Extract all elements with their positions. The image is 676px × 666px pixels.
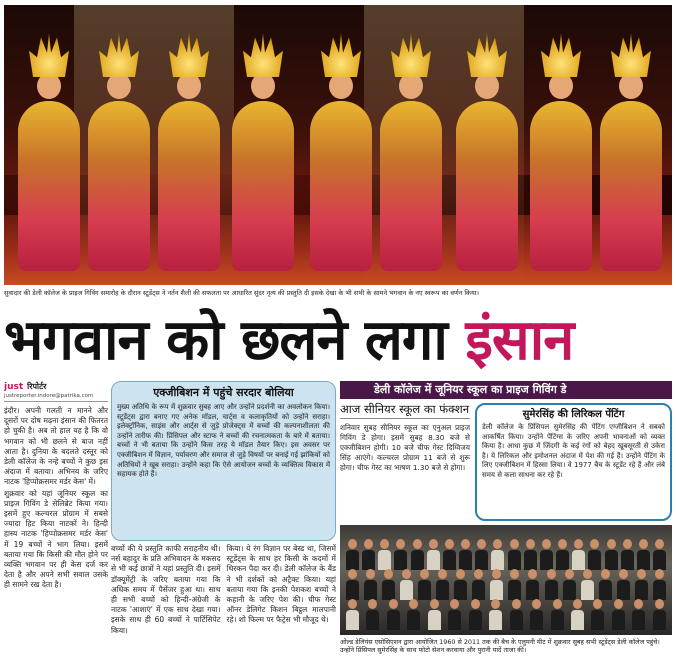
page-headline xyxy=(4,305,672,377)
story-continuation xyxy=(111,544,336,636)
dancer-figure xyxy=(456,33,518,271)
dancer-figure xyxy=(600,33,662,271)
right-row xyxy=(340,403,672,521)
story-body xyxy=(4,406,108,591)
story-paragraph: शुक्रवार को यहां जूनियर स्कूल का प्राइज गिविंग डे सेलिब्रेट किया गया। इसमें हुए कल्चरल प्रोग्राम में सबसे ज्यादा हिट किया नाटकों ने। हिन्दी हास्य नाटक 'हिप्पोक्रसमर मर्डर केस' में 19 बच्चों ने भाग लिया। इसमें बताया गया कि किसी की मौत होने पर व्यक्ति भगवान पर ही केस दर्ज कर देता है और अपने सभी सवाल उसके ही सामने रख देता है। xyxy=(4,488,108,590)
reporter-email: justreporter.indore@patrika.com xyxy=(4,393,108,402)
lyrical-painting-heading: सुमेरसिंह की लिरिकल पेंटिंग xyxy=(522,409,625,420)
photo-row xyxy=(346,569,666,600)
alumni-group-photo xyxy=(340,525,672,635)
photo-row xyxy=(346,599,666,630)
lyrical-painting-box xyxy=(475,403,672,521)
byline-brand: just xyxy=(4,382,24,392)
dancer-figure xyxy=(18,33,80,271)
byline-reporter: रिपोर्टर xyxy=(27,382,47,391)
lyrical-painting-text: डेली कॉलेज के प्रिंसिपल सुमेरसिंह की पेंटिंग एग्जीबिशन ने सबको आकर्षित किया। उन्होंने पेंटिंग्स के जरिए अपनी भावनाओं को व्यक्त किया है। आधा कुछ में जिंदगी के कई रंगों को बेहद खूबसूरती से उकेरा है। ये लिरिकल और इमोशनल अंदाज में पेश की गई हैं। उन्होंने पेंटिंग के लिए एक्जीबिशन में हिस्सा लिया। वे 1977 बैच के स्टूडेंट रहे हैं और लंबे समय से कला साधना कर रहे हैं। xyxy=(482,423,665,479)
group-photo-caption: ओल्ड डेलियंस एसोसिएशन द्वारा आयोजित 1960 से 2011 तक की बैच के एलुमनी मीट में शुक्रवार सुबह सभी स्टूडेंट्स डेली कॉलेज पहुंचे। उन्होंने प्रिंसिपल सुमेरसिंह के साथ फोटो सेशन करवाया और पुरानी यादें ताजा कीं। xyxy=(340,638,660,655)
photo-caption: सुवादार की डेली कॉलेज के प्राइज गिविंग समारोह के दौरान स्टूडेंट्स ने नर्तन शैली की सफलता पर आधारित सुंदर नृत्य की प्रस्तुति दी इसके देखा के भी सभी के सामने भगवान के नए स्वरूप का वर्णन किया। xyxy=(4,289,479,297)
byline xyxy=(4,381,108,393)
prize-giving-section xyxy=(340,381,672,663)
section-banner: डेली कॉलेज में जूनियर स्कूल का प्राइज गिविंग डे xyxy=(340,381,672,399)
exhibition-column xyxy=(111,381,336,663)
exhibition-box xyxy=(111,381,336,541)
senior-school-heading: आज सीनियर स्कूल का फंक्शन xyxy=(340,403,470,419)
headline-main: भगवान को छलने लगा xyxy=(4,308,466,373)
senior-school-story xyxy=(340,403,470,521)
headline-accent: इंसान xyxy=(465,308,574,373)
main-story-column xyxy=(4,381,108,663)
stage-performance-photo xyxy=(4,5,672,285)
photo-row xyxy=(346,539,666,570)
continuation-col-b: किया। ये रंग विज्ञान पर बेस्ड था, जिसमें स्टूडेंट्स के साथ हर किसी के कदमों में थिरकन पैदा कर दी। डेली कॉलेज के बैंड ने भी दर्शकों को अट्रैक्ट किया। यहां बताया गया कि इनकी पेशकश बच्चों ने कहानी के जरिए पेश की। चीफ गेस्ट ऑनर डेलिगेट किशन बिट्ठल मालपानी रहे। शो फिल्म पर फैट्रेस भी मौजूद थे। xyxy=(226,544,336,625)
senior-school-text: शनिवार सुबह सीनियर स्कूल का एनुअल प्राइज गिविंग डे होगा। इसमें सुबह 8.30 बजे से एक्जीबिशन होगी। 10 बजे चीफ गेस्ट दिग्विजय सिंह आएंगे। कल्चरल प्रोग्राम 11 बजे से शुरू होगा। चीफ गेस्ट का भाषण 1.30 बजे से होगा। xyxy=(340,423,470,472)
exhibition-heading: एक्जीबिशन में पहुंचे सरदार बोलिया xyxy=(153,386,294,399)
dancer-figure xyxy=(232,33,294,271)
exhibition-text: मुख्य अतिथि के रूप में शुक्रवार सुबह आए और उन्होंने प्रदर्शनी का अवलोकन किया। स्टूडेंट्स द्वारा बनाए गए अनेक मॉडल, चार्ट्स व कलाकृतियों को उन्होंने सराहा। इलेक्ट्रॉनिक, साइंस और आर्ट्स से जुड़े प्रोजेक्ट्स में बच्चों की कल्पनाशीलता की उन्होंने तारीफ की। प्रिंसिपल और स्टाफ ने बच्चों की रचनात्मकता के बारे में बताया। बच्चों ने भी बताया कि उन्होंने किस तरह ये मॉडल तैयार किए। इस अवसर पर एक्जीबिशन में विज्ञान, पर्यावरण और समाज से जुड़े विषयों पर बनाई गई झांकियों को अतिथियों ने खूब सराहा। उन्होंने कहा कि ऐसे आयोजन बच्चों के व्यक्तित्व विकास में सहायक होते हैं। xyxy=(117,403,330,479)
dancer-figure xyxy=(530,33,592,271)
dancer-figure xyxy=(310,33,372,271)
continuation-col-a: बच्चों की ये प्रस्तुति काफी सराहनीय थी। नर्स बहादुर के प्रति अभिवादन के मकसद से भी कई छात्रों ने यहां प्रस्तुति दी। इसमें डॉक्यूमेंट्री के जरिए बताया गया कि अधिक समय में पैसेंजर हुआ था। साथ ही सभी बच्चों को हिन्दी-अंग्रेजी के नाटक 'आशाएं' में एक साथ देखा गया। इसके साथ ही 60 बच्चों ने पार्टिसिपेट किया। xyxy=(111,544,221,635)
dancer-figure xyxy=(380,33,442,271)
dancer-figure xyxy=(158,33,220,271)
story-paragraph: इंदौर। अपनी गलती न मानने और दूसरों पर दोष मढ़ना इंसान की फितरत हो चुकी है। अब तो हाल यह है कि वो भगवान को भी छलने से बाज नहीं आता है। दुनिया के बदलते दस्तूर को डेली कॉलेज के नन्हे बच्चों ने कुछ इस अंदाज में बताया। अभिनय के जरिए नाटक 'हिप्पोक्रसमर मर्डर केस' में। xyxy=(4,406,108,487)
dancer-figure xyxy=(88,33,150,271)
